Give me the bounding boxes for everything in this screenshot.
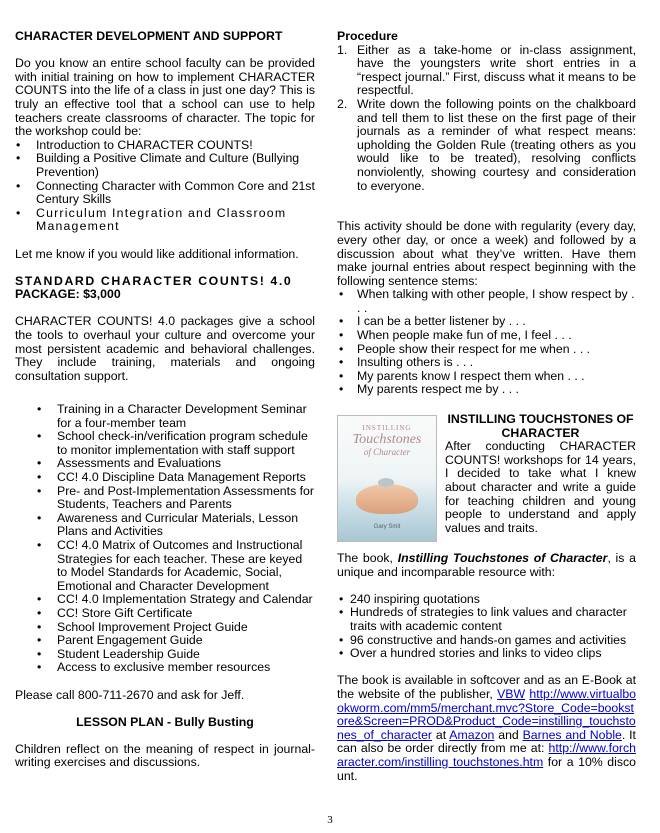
sentence-stems-list bbox=[337, 288, 636, 397]
call-line: Please call 800-711-2670 and ask for Jeff. bbox=[15, 687, 245, 702]
left-column bbox=[15, 30, 315, 770]
procedure-step bbox=[337, 98, 636, 193]
availability-text: for a 10% discount. bbox=[337, 754, 636, 783]
list-item: • School check-in/verification program schedule to monitor implementation with staff support bbox=[15, 430, 315, 457]
procedure-heading: Procedure bbox=[337, 29, 398, 43]
step-text: Either as a take-home or in-class assignment, have the youngsters write short entries in a “respect journal.” First, discuss what it means to be respectful. bbox=[357, 42, 636, 98]
step-text: Write down the following points on the chalkboard and tell them to list these on the first page of their journals as a reminder of what respect means: upholding the Golden Rule (treating others as you would like to be treated), resolving conflicts nonviolently, showing courtesy and consideration to everyone. bbox=[357, 96, 636, 193]
book-desc-text: The book, bbox=[337, 551, 398, 566]
activity-paragraph: This activity should be done with regularity (every day, every other day, or once a week) and followed by a discussion about what they’ve written. Have them make journal entries about respect beginning with the following sentence stems: bbox=[337, 219, 636, 288]
package-paragraph: CHARACTER COUNTS! 4.0 packages give a school the tools to overhaul your culture and overcome your most persistent academic and behavioral challenges. They include training, materials and ongoing consultation support. bbox=[15, 314, 315, 383]
list-item: • Assessments and Evaluations bbox=[15, 457, 315, 471]
list-item: • Pre- and Post-Implementation Assessments for Students, Teachers and Parents bbox=[15, 485, 315, 512]
book-heading: INSTILLING TOUCHSTONES OF CHARACTER bbox=[447, 412, 634, 440]
list-item: • Awareness and Curricular Materials, Lesson Plans and Activities bbox=[15, 512, 315, 539]
amazon-link[interactable]: Amazon bbox=[449, 727, 495, 742]
list-item: • Building a Positive Climate and Culture (Bullying Prevention) bbox=[15, 152, 315, 179]
step-number: 2. bbox=[337, 96, 348, 111]
step-number: 1. bbox=[337, 42, 348, 57]
package-price: PACKAGE: $3,000 bbox=[15, 287, 121, 302]
book-cover-image bbox=[337, 415, 437, 542]
lesson-heading: LESSON PLAN - Bully Busting bbox=[76, 714, 254, 729]
list-item: • People show their respect for me when . . . bbox=[337, 343, 636, 357]
procedure-list bbox=[337, 44, 636, 194]
book-title-text: Instilling Touchstones of Character bbox=[397, 551, 608, 566]
barnes-and-noble-link[interactable]: Barnes and Noble bbox=[522, 727, 622, 742]
procedure-step bbox=[337, 44, 636, 98]
list-item: • 240 inspiring quotations bbox=[337, 593, 636, 607]
book-description bbox=[337, 552, 636, 579]
book-cover-title-line: of Character bbox=[363, 447, 411, 458]
list-item: • CC! 4.0 Discipline Data Management Reports bbox=[15, 471, 315, 485]
list-item: • Student Leadership Guide bbox=[15, 648, 315, 662]
stone-illustration bbox=[378, 478, 394, 487]
hand-illustration bbox=[356, 484, 418, 514]
list-item: • Hundreds of strategies to link values and character traits with academic content bbox=[337, 606, 636, 633]
book-intro: After conducting CHARACTER COUNTS! workshops for 14 years, I decided to take what I knew about character and write a guide for teaching children and young people to understand and apply values and traits. bbox=[445, 439, 636, 535]
publisher-url-link[interactable]: http://www.virtualbookworm.com/mm5/merchant.mvc?Store_Code=bookstore&Screen=PROD&Product_Code=instilling_touchstones_of_character bbox=[337, 686, 636, 742]
package-list bbox=[15, 403, 315, 675]
list-item: • Over a hundred stories and links to video clips bbox=[337, 647, 636, 661]
book-cover-title-line: Touchstones bbox=[352, 432, 422, 448]
lesson-paragraph: Children reflect on the meaning of respect in journal-writing exercises and discussions. bbox=[15, 741, 315, 770]
list-item: • Parent Engagement Guide bbox=[15, 634, 315, 648]
availability-text: and bbox=[494, 727, 523, 742]
list-item: • 96 constructive and hands-on games and activities bbox=[337, 634, 636, 648]
book-cover-author: Gary Smit bbox=[373, 524, 401, 531]
forcharacter-url-link[interactable]: http://www.forcharacter.com/instilling touchstones.htm bbox=[337, 741, 636, 769]
availability-text: at bbox=[432, 727, 450, 742]
package-heading: STANDARD CHARACTER COUNTS! 4.0 bbox=[15, 273, 293, 288]
list-item: • When people make fun of me, I feel . . . bbox=[337, 329, 636, 343]
vbw-link[interactable]: VBW bbox=[497, 686, 526, 701]
info-line: Let me know if you would like additional information. bbox=[15, 246, 299, 261]
list-item: • Introduction to CHARACTER COUNTS! bbox=[15, 139, 315, 153]
list-item: • Access to exclusive member resources bbox=[15, 661, 315, 675]
list-item: • Insulting others is . . . bbox=[337, 356, 636, 370]
list-item: • When talking with other people, I show respect by . . . bbox=[337, 288, 636, 315]
book-desc-text: , is a unique and incomparable resource with: bbox=[337, 551, 636, 579]
list-item: • CC! 4.0 Implementation Strategy and Calendar bbox=[15, 593, 315, 607]
list-item: • My parents know I respect them when . . . bbox=[337, 370, 636, 384]
list-item: • Curriculum Integration and Classroom Management bbox=[15, 207, 315, 234]
list-item: • School Improvement Project Guide bbox=[15, 621, 315, 635]
page-number: 3 bbox=[327, 814, 333, 826]
list-item: • Connecting Character with Common Core and 21st Century Skills bbox=[15, 180, 315, 207]
topic-list bbox=[15, 139, 315, 234]
availability-text: . It can also be order directly from me at: bbox=[337, 727, 636, 756]
list-item: • Training in a Character Development Seminar for a four-member team bbox=[15, 403, 315, 430]
availability-text: The book is available in softcover and as an E-Book at the website of the publisher, bbox=[337, 673, 636, 701]
list-item: • CC! Store Gift Certificate bbox=[15, 607, 315, 621]
feature-list bbox=[337, 593, 636, 661]
intro-paragraph: Do you know an entire school faculty can be provided with initial training on how to implement CHARACTER COUNTS into the life of a class in just one day? This is truly an effective tool that a school can use to help teachers create classrooms of character. The topic for the workshop could be: bbox=[15, 56, 315, 139]
list-item: • CC! 4.0 Matrix of Outcomes and Instructional Strategies for each teacher. These are keyed to Model Standards for Academic, Social, Emotional and Character Development bbox=[15, 539, 315, 593]
availability-paragraph bbox=[337, 674, 636, 783]
section-heading: CHARACTER DEVELOPMENT AND SUPPORT bbox=[15, 29, 283, 43]
book-section bbox=[337, 413, 636, 535]
list-item: • I can be a better listener by . . . bbox=[337, 315, 636, 329]
book-cover-title-line: INSTILLING bbox=[362, 424, 412, 433]
book-cover-title bbox=[342, 422, 432, 458]
right-column bbox=[337, 30, 636, 783]
list-item: • My parents respect me by . . . bbox=[337, 383, 636, 397]
